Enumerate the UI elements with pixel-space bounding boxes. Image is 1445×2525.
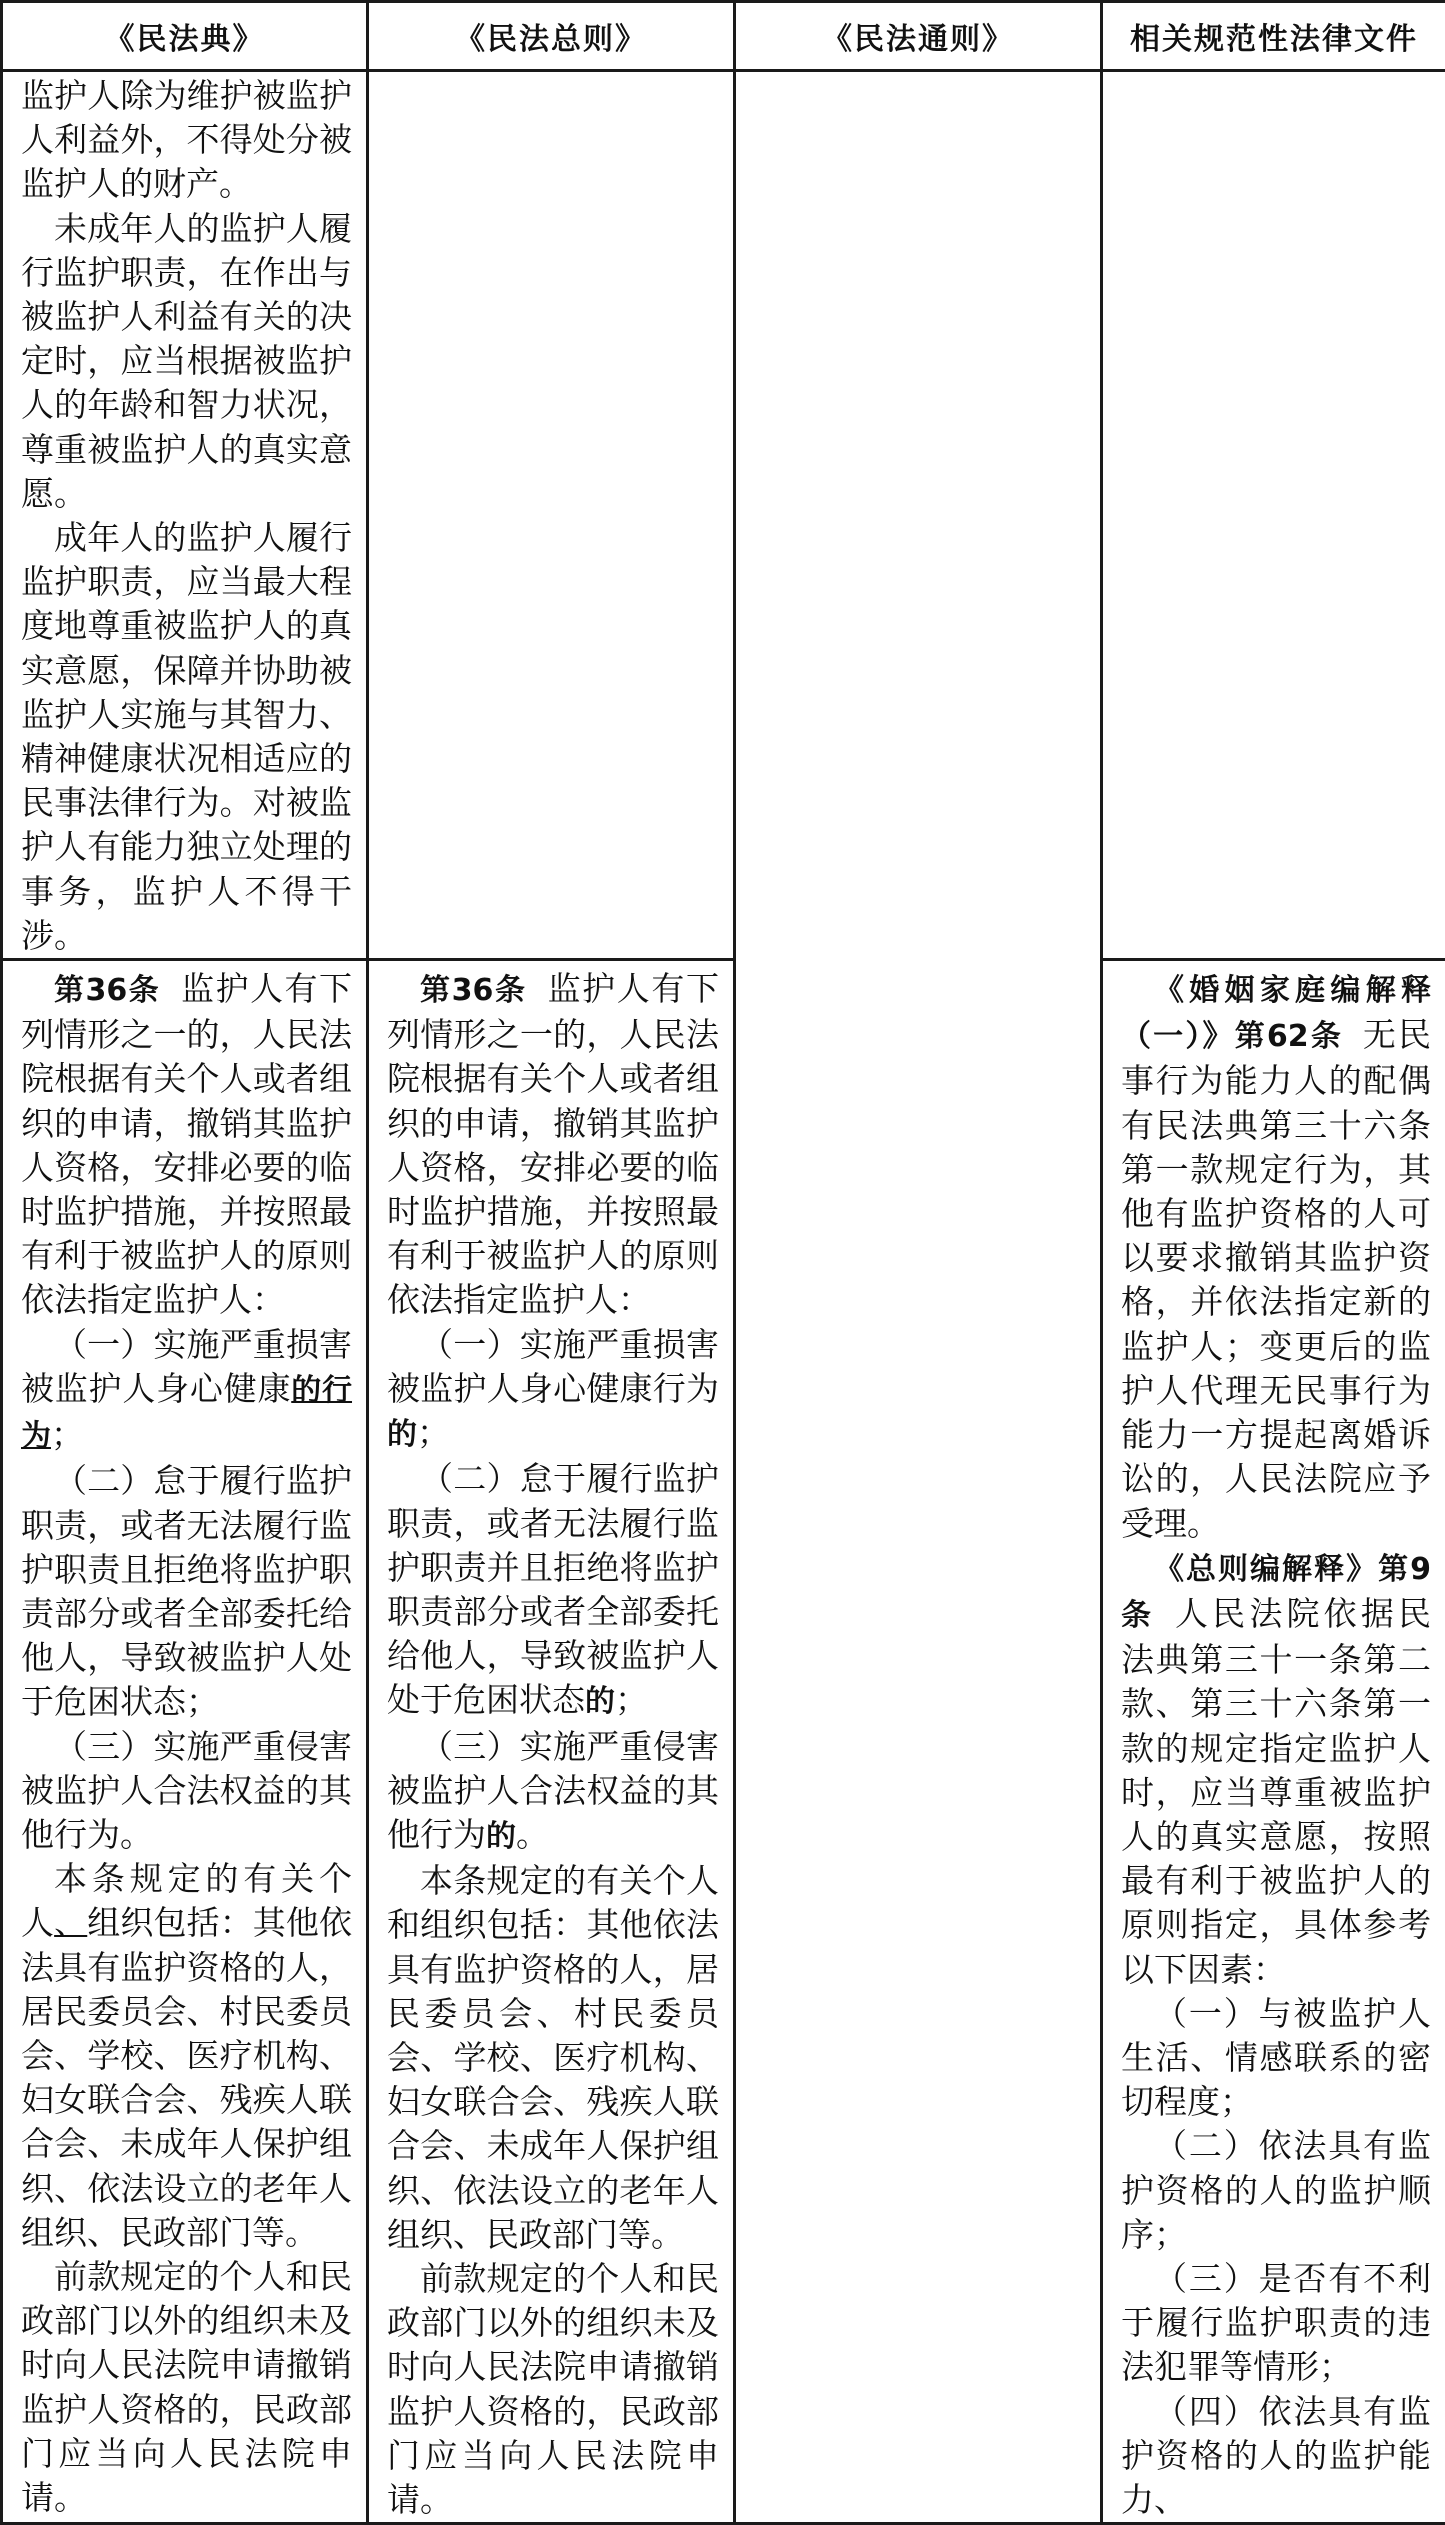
bold-change: 的: [387, 1417, 417, 1452]
header-row: [2, 2, 1445, 71]
underlined-change: 、: [54, 1903, 87, 1942]
interpretation-marriage-family: [1121, 967, 1431, 1546]
article-number: 第36条: [420, 973, 527, 1008]
bold-change: 的: [585, 1684, 615, 1719]
item-text: （一）实施严重损害被监护人身心健康: [21, 1325, 352, 1408]
paragraph: 前款规定的个人和民政部门以外的组织未及时向人民法院申请撤销监护人资格的，民政部门应当向人民法院申请。: [21, 2255, 352, 2520]
header-related-documents: 相关规范性法律文件: [1102, 2, 1445, 71]
item-1: [387, 1323, 719, 1458]
table-row: [2, 71, 1445, 960]
reference-text: 人民法院依据民法典第三十一条第二款、第三十六条第一款的规定指定监护人时，应当尊重被监护人的真实意愿，按照最有利于被监护人的原则指定，具体参考以下因素：: [1121, 1594, 1431, 1989]
item-3: [387, 1725, 719, 1860]
article-36-general-provisions: [387, 967, 719, 1323]
article-number: 第36条: [54, 973, 160, 1008]
paragraph: 前款规定的个人和民政部门以外的组织未及时向人民法院申请撤销监护人资格的，民政部门应当向人民法院申请。: [387, 2257, 719, 2522]
item-text: ；: [615, 1680, 648, 1719]
reference-title: 《总则编解释》第9条: [1121, 1552, 1431, 1633]
paragraph: 成年人的监护人履行监护职责，应当最大程度地尊重被监护人的真实意愿，保障并协助被监护人实施与其智力、精神健康状况相适应的民事法律行为。对被监护人有能力独立处理的事务，监护人不得干涉。: [21, 516, 352, 958]
paragraph: 本条规定的有关个人和组织包括：其他依法具有监护资格的人，居民委员会、村民委员会、学校、医疗机构、妇女联合会、残疾人联合会、未成年人保护组织、依法设立的老年人组织、民政部门等。: [387, 1859, 719, 2257]
cell-civil-code: [2, 960, 368, 2524]
item-text: （一）实施严重损害被监护人身心健康行为: [387, 1325, 719, 1408]
reference-text: 无民事行为能力人的配偶有民法典第三十六条第一款规定行为，其他有监护资格的人可以要求撤销其监护资格，并依法指定新的监护人；变更后的监护人代理无民事行为能力一方提起离婚诉讼的，人民法院应予受理。: [1121, 1015, 1431, 1542]
header-general-provisions: 《民法总则》: [368, 2, 735, 71]
reference-title: 《婚姻家庭编解释（一）》第62条: [1121, 973, 1431, 1054]
item-3: （三）实施严重侵害被监护人合法权益的其他行为。: [21, 1725, 352, 1858]
paragraph-text: 组织包括：其他依法具有监护资格的人，居民委员会、村民委员会、学校、医疗机构、妇女联合会、残疾人联合会、未成年人保护组织、依法设立的老年人组织、民政部门等。: [21, 1903, 352, 2251]
article-text: 监护人有下列情形之一的，人民法院根据有关个人或者组织的申请，撤销其监护人资格，安排必要的临时监护措施，并按照最有利于被监护人的原则依法指定监护人：: [21, 969, 352, 1319]
item-text: ；: [51, 1415, 84, 1454]
underlined-change: 的行为: [21, 1373, 352, 1454]
cell-general-principles: [735, 71, 1102, 2524]
article-text: 监护人有下列情形之一的，人民法院根据有关个人或者组织的申请，撤销其监护人资格，安排必要的临时监护措施，并按照最有利于被监护人的原则依法指定监护人：: [387, 969, 719, 1319]
header-general-principles: 《民法通则》: [735, 2, 1102, 71]
paragraph: 未成年人的监护人履行监护职责，在作出与被监护人利益有关的决定时，应当根据被监护人的年龄和智力状况，尊重被监护人的真实意愿。: [21, 207, 352, 516]
item-2: （二）依法具有监护资格的人的监护顺序；: [1121, 2124, 1431, 2257]
cell-general-provisions: [368, 960, 735, 2524]
item-text: 。: [516, 1815, 549, 1854]
cell-general-provisions: [368, 71, 735, 960]
item-text: ；: [417, 1413, 450, 1452]
table-row: [2, 960, 1445, 2524]
bold-change: 的: [486, 1819, 516, 1854]
paragraph-text: 本条规定的有关个人: [21, 1859, 352, 1942]
header-civil-code: 《民法典》: [2, 2, 368, 71]
item-1: （一）与被监护人生活、情感联系的密切程度；: [1121, 1992, 1431, 2125]
item-text: （二）怠于履行监护职责，或者无法履行监护职责并且拒绝将监护职责部分或者全部委托给他人，导致被监护人处于危困状态: [387, 1459, 719, 1719]
cell-related-documents: [1102, 960, 1445, 2524]
item-2: [387, 1457, 719, 1724]
item-2: （二）怠于履行监护职责，或者无法履行监护职责且拒绝将监护职责部分或者全部委托给他人，导致被监护人处于危困状态；: [21, 1459, 352, 1724]
cell-related-documents: [1102, 71, 1445, 960]
cell-civil-code: [2, 71, 368, 960]
article-36-civil-code: [21, 967, 352, 1323]
interpretation-general-part: [1121, 1546, 1431, 1992]
paragraph: 监护人除为维护被监护人利益外，不得处分被监护人的财产。: [21, 74, 352, 207]
item-text: （三）实施严重侵害被监护人合法权益的其他行为: [387, 1727, 719, 1854]
item-4: （四）依法具有监护资格的人的监护能力、: [1121, 2390, 1431, 2523]
item-3: （三）是否有不利于履行监护职责的违法犯罪等情形；: [1121, 2257, 1431, 2390]
paragraph: [21, 1857, 352, 2255]
item-1: [21, 1323, 352, 1460]
